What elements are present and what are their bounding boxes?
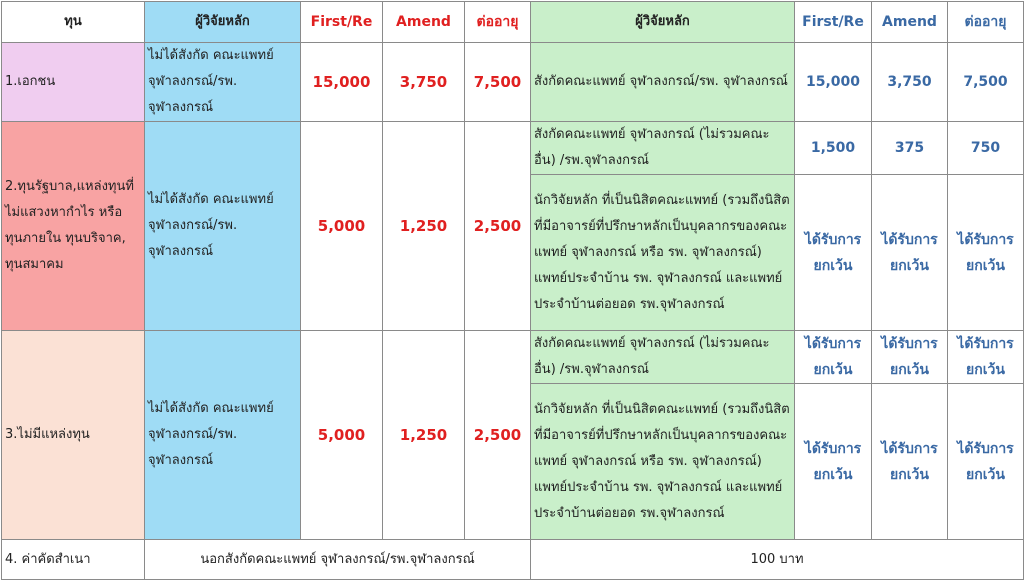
fee-amend-none-a: ได้รับการยกเว้น (872, 331, 948, 384)
fee-first-private: 15,000 (301, 43, 383, 122)
header-first-re: First/Re (301, 2, 383, 43)
header-renew: ต่ออายุ (465, 2, 531, 43)
fee-first-gov: 5,000 (301, 122, 383, 331)
fee-renew-gov: 2,500 (465, 122, 531, 331)
header-fund: ทุน (2, 2, 145, 43)
row-private (2, 43, 1024, 122)
fee-first-gov-a: 1,500 (795, 122, 872, 175)
copy-fee-scope: นอกสังกัดคณะแพทย์ จุฬาลงกรณ์/รพ.จุฬาลงกรณ์ (145, 540, 531, 580)
fee-amend-private: 3,750 (383, 43, 465, 122)
copy-fee-label: 4. ค่าคัดสำเนา (2, 540, 145, 580)
fee-first-affiliated-private: 15,000 (795, 43, 872, 122)
fund-none: 3.ไม่มีแหล่งทุน (2, 331, 145, 540)
fee-amend-gov: 1,250 (383, 122, 465, 331)
row-none-a (2, 331, 1024, 384)
researcher-affiliated-private: สังกัดคณะแพทย์ จุฬาลงกรณ์/รพ. จุฬาลงกรณ์ (531, 43, 795, 122)
header-row (2, 2, 1024, 43)
header-first-re-2: First/Re (795, 2, 872, 43)
fee-first-none-a: ได้รับการยกเว้น (795, 331, 872, 384)
fee-renew-gov-b: ได้รับการยกเว้น (948, 175, 1024, 331)
fee-renew-affiliated-private: 7,500 (948, 43, 1024, 122)
header-researcher-unaffiliated: ผู้วิจัยหลัก (145, 2, 301, 43)
row-copy (2, 540, 1024, 580)
fee-amend-gov-a: 375 (872, 122, 948, 175)
researcher-unaffiliated-none: ไม่ได้สังกัด คณะแพทย์ จุฬาลงกรณ์/รพ. จุฬาลงกรณ์ (145, 331, 301, 540)
fee-amend-affiliated-private: 3,750 (872, 43, 948, 122)
fee-renew-gov-a: 750 (948, 122, 1024, 175)
fee-renew-none: 2,500 (465, 331, 531, 540)
researcher-affiliated-none-a: สังกัดคณะแพทย์ จุฬาลงกรณ์ (ไม่รวมคณะอื่น) /รพ.จุฬาลงกรณ์ (531, 331, 795, 384)
researcher-affiliated-none-b: นักวิจัยหลัก ที่เป็นนิสิตคณะแพทย์ (รวมถึงนิสิตที่มีอาจารย์ที่ปรึกษาหลักเป็นบุคลากรของคณะแพทย์ จุฬาลงกรณ์ หรือ รพ. จุฬาลงกรณ์) แพทย์ประจำบ้าน รพ. จุฬาลงกรณ์ และแพทย์ประจำบ้านต่อยอด รพ.จุฬาลงกรณ์ (531, 384, 795, 540)
header-researcher-affiliated: ผู้วิจัยหลัก (531, 2, 795, 43)
researcher-unaffiliated-gov: ไม่ได้สังกัด คณะแพทย์ จุฬาลงกรณ์/รพ. จุฬาลงกรณ์ (145, 122, 301, 331)
row-gov-a (2, 122, 1024, 175)
fee-first-none: 5,000 (301, 331, 383, 540)
fee-renew-none-b: ได้รับการยกเว้น (948, 384, 1024, 540)
copy-fee-price: 100 บาท (531, 540, 1024, 580)
fund-private: 1.เอกชน (2, 43, 145, 122)
fee-first-gov-b: ได้รับการยกเว้น (795, 175, 872, 331)
header-renew-2: ต่ออายุ (948, 2, 1024, 43)
fund-gov: 2.ทุนรัฐบาล,แหล่งทุนที่ไม่แสวงหากำไร หรือ ทุนภายใน ทุนบริจาค, ทุนสมาคม (2, 122, 145, 331)
fee-amend-none: 1,250 (383, 331, 465, 540)
header-amend-2: Amend (872, 2, 948, 43)
fee-table (1, 1, 1024, 580)
researcher-affiliated-gov-b: นักวิจัยหลัก ที่เป็นนิสิตคณะแพทย์ (รวมถึงนิสิตที่มีอาจารย์ที่ปรึกษาหลักเป็นบุคลากรของคณะแพทย์ จุฬาลงกรณ์ หรือ รพ. จุฬาลงกรณ์) แพทย์ประจำบ้าน รพ. จุฬาลงกรณ์ และแพทย์ประจำบ้านต่อยอด รพ.จุฬาลงกรณ์ (531, 175, 795, 331)
fee-renew-private: 7,500 (465, 43, 531, 122)
researcher-unaffiliated-private: ไม่ได้สังกัด คณะแพทย์ จุฬาลงกรณ์/รพ. จุฬาลงกรณ์ (145, 43, 301, 122)
researcher-affiliated-gov-a: สังกัดคณะแพทย์ จุฬาลงกรณ์ (ไม่รวมคณะอื่น) /รพ.จุฬาลงกรณ์ (531, 122, 795, 175)
header-amend: Amend (383, 2, 465, 43)
fee-first-none-b: ได้รับการยกเว้น (795, 384, 872, 540)
fee-amend-none-b: ได้รับการยกเว้น (872, 384, 948, 540)
fee-renew-none-a: ได้รับการยกเว้น (948, 331, 1024, 384)
fee-amend-gov-b: ได้รับการยกเว้น (872, 175, 948, 331)
